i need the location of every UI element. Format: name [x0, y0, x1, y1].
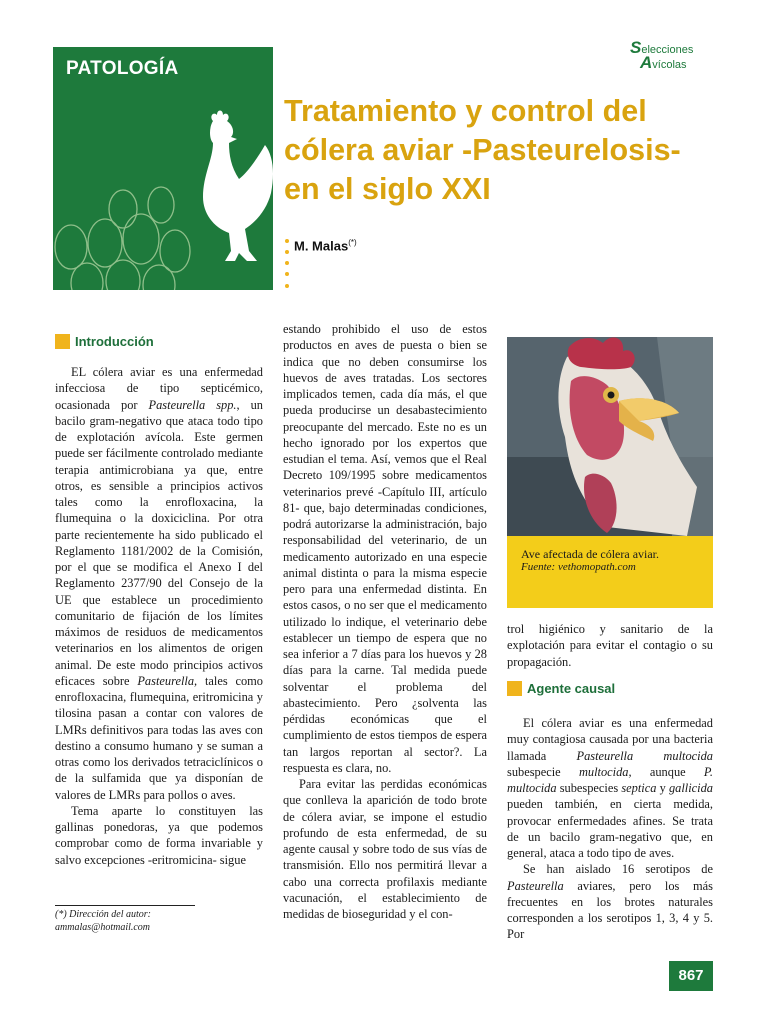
title-line: en el siglo XXI [284, 172, 491, 206]
article-title [284, 92, 714, 209]
figure-caption: Ave afectada de cólera aviar. [521, 547, 660, 561]
body-column-3-top: trol higiénico y sanitario de la explotación para evitar el contagio o su propagación. [507, 622, 713, 669]
heading-square-icon [55, 334, 70, 349]
footnote: (*) Dirección del autor: ammalas@hotmail.com [55, 909, 151, 933]
page-number: 867 [678, 967, 704, 984]
intro-heading: Introducción [55, 334, 154, 349]
author-email: ammalas@hotmail.com [55, 922, 151, 933]
hen-and-eggs-illustration [53, 47, 273, 290]
heading-square-icon [507, 681, 522, 696]
figure-source: Fuente: vethomopath.com [521, 561, 636, 573]
section-label: PATOLOGÍA [66, 58, 179, 79]
dotted-divider [284, 238, 290, 292]
body-column-1: EL cólera aviar es una enfermedad infecciosa de tipo septicémico, ocasionada por Pasteurella spp., un bacilo gram-negativo que ataca todo tipo de explotación avícola. Este germen puede ser fácilmente controlado mediante terapia antimicrobiana ya que, entre otros, es sensible a principios activos tales como la enrofloxacina, la flumequina o la doxiciclina. Por otra parte recientemente ha sido publicado el Reglamento 1181/2002 de la Comisión, por el que se modifica el Anexo I del Reglamento 2377/90 del Consejo de la UE que establece un procedimiento comunitario de fijación de los límites máximos de residuos de medicamentos veterinarios en los alimentos de origen animal. De este modo principios activos eficaces sobre Pasteurella, tales como enrofloxacina, flumequina, eritromicina y tilosina pasan a contar con valores de LMRs definitivos para todas las aves con destino a consumo humano y se suman a otras como los derivados tetraciclínicos o de la sulfamida que ya disponían de valores de LMRs para pollos o aves. Tema aparte lo constituyen las gallinas ponedoras, ya que podemos comprobar como de forma invariable y salvo excepciones -eritromicina- sigue [55, 365, 263, 867]
author-name: M. Malas(*) [294, 238, 357, 254]
sick-hen-photo [507, 337, 713, 536]
body-column-3: El cólera aviar es una enfermedad muy contagiosa causada por una bacteria llamada Pasteurella multocida subespecie multocida, aunque P. multocida subespecies septica y gallicida pueden también, en cierta medida, provocar enfermedades afines. Se trata de un bacilo gram-negativo que, en general, ataca a todo tipo de aves. Se han aislado 16 serotipos de Pasteurella aviares, pero los más frecuentes en los brotes naturales corresponden a los serotipos 1, 3, 4 y 5. Por [507, 716, 713, 942]
title-line: Tratamiento y control del [284, 94, 647, 128]
footnote-rule [55, 905, 195, 906]
journal-logo: Selecciones Avícolas [630, 38, 694, 72]
body-column-2: estando prohibido el uso de estos productos en aves de puesta o bien se indica que no deben consumirse los huevos de aves tratadas. Los sectores implicados temen, cada día más, el que pueda producirse un desabastecimiento preocupante del mercado. Este no es un hecho ignorado por los expertos que estudian el tema. Así, vemos que el Real Decreto 109/1995 sobre medicamentos veterinarios prevé -Capítulo III, artículo 81- que, bajo determinadas condiciones, podrá autorizarse la administración, bajo responsabilidad del veterinario, de un medicamento autorizado en una especie animal distinta o para la misma especie pero para una enfermedad distinta. En estos casos, o no ser que el medicamento utilizado lo indique, el veterinario debe establecer un tiempo de espera que no sea inferior a 7 días para los huevos y 28 días para la carne. Tal medida puede solventar el problema del abastecimiento. Pero ¿solventa las pérdidas económicas que el cumplimiento de estos tiempos de espera tan largos reportan al sector?. La respuesta es clara, no. Para evitar las perdidas económicas que conlleva la aparición de todo brote de cólera aviar, se impone el estudio profundo de esta enfermedad, de su agente causal y sobre todo de sus vías de transmisión. Ello nos permitirá llevar a cabo una correcta profilaxis mediante vacunación, el establecimiento de medidas de bioseguridad y el con- [283, 322, 487, 921]
agente-causal-heading: Agente causal [507, 681, 615, 696]
title-line: cólera aviar -Pasteurelosis- [284, 133, 681, 167]
